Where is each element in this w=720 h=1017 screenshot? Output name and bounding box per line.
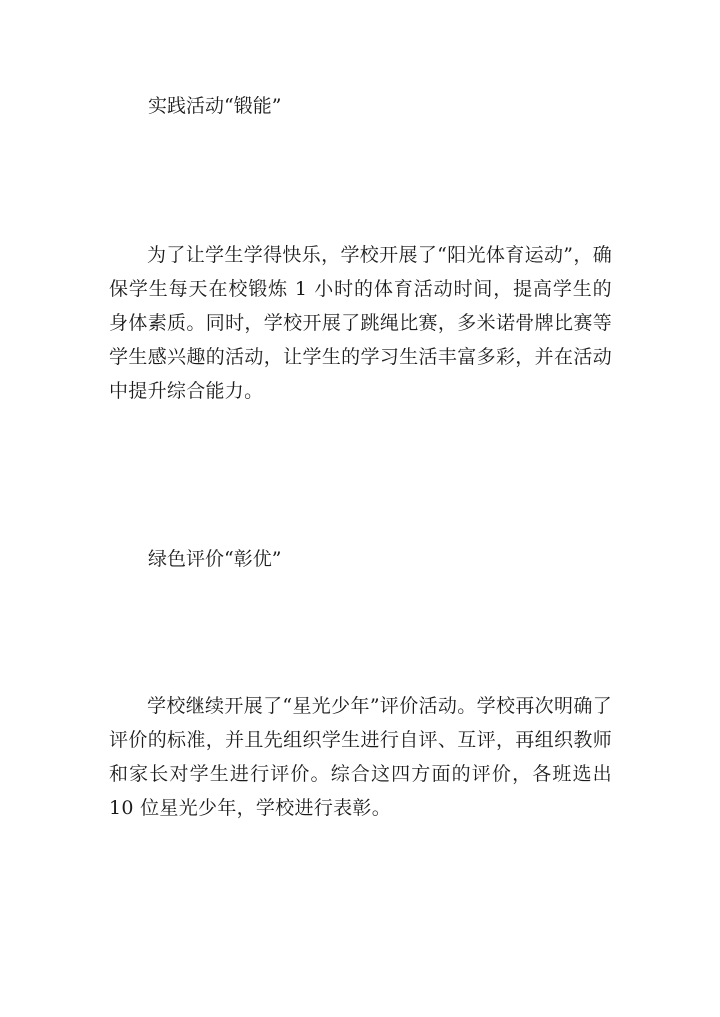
section-paragraph-evaluation: 学校继续开展了“星光少年”评价活动。学校再次明确了评价的标准，并且先组织学生进行自评、互评，再组织教师和家长对学生进行评价。综合这四方面的评价，各班选出 10 位星光少年，学校进行表彰。 — [109, 695, 612, 819]
section-heading-practice: 实践活动“锻能” — [148, 95, 282, 117]
section-heading-evaluation: 绿色评价“彰优” — [148, 548, 282, 570]
section-paragraph-practice: 为了让学生学得快乐，学校开展了“阳光体育运动”，确保学生每天在校锻炼 1 小时的体育活动时间，提高学生的身体素质。同时，学校开展了跳绳比赛，多米诺骨牌比赛等学生感兴趣的活动，让学生的学习生活丰富多彩，并在活动中提升综合能力。 — [109, 244, 612, 402]
